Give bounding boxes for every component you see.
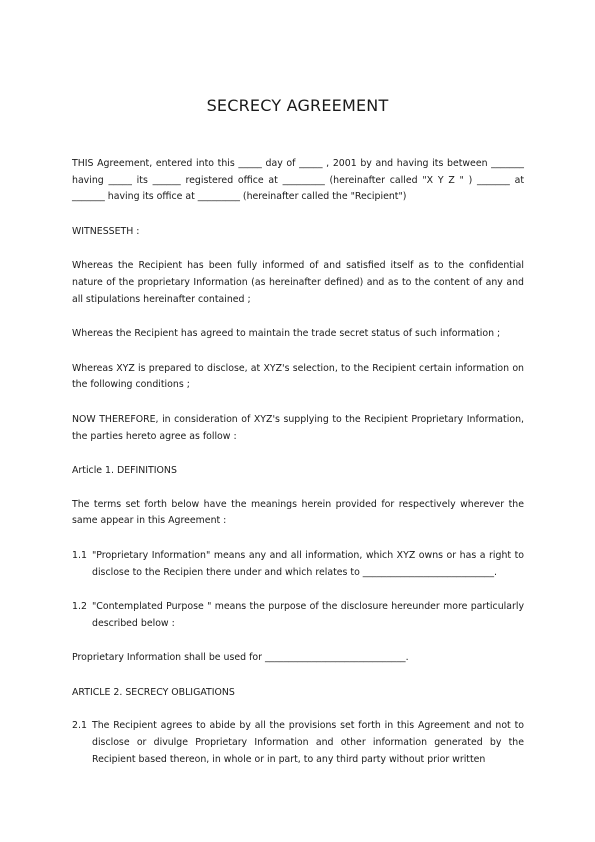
now-therefore-paragraph: NOW THEREFORE, in consideration of XYZ's supplying to the Recipient Proprietary Information, the parties hereto agree as follow : — [72, 413, 524, 442]
proprietary-use-line: Proprietary Information shall be used for ______________________________. — [72, 652, 409, 664]
intro-paragraph: THIS Agreement, entered into this _____ day of _____ , 2001 by and having its between _______ having _____ its ______ registered office at _________ (hereinafter called "X Y Z " ) _______ at _______ having its office at _________ (hereinafter called the "Recipient") — [72, 158, 524, 203]
whereas-paragraph-1: Whereas the Recipient has been fully informed of and satisfied itself as to the confidential nature of the proprietary Information (as hereinafter defined) and as to the content of any and all stipulations hereinafter contained ; — [72, 260, 524, 305]
clause-1-2 — [72, 599, 524, 632]
witnesseth-heading: WITNESSETH : — [72, 225, 140, 237]
clause-number: 1.1 — [72, 549, 87, 561]
whereas-paragraph-3: Whereas XYZ is prepared to disclose, at XYZ's selection, to the Recipient certain information on the following conditions ; — [72, 362, 524, 391]
article-2-heading: ARTICLE 2. SECRECY OBLIGATIONS — [72, 686, 235, 698]
clause-text: The Recipient agrees to abide by all the provisions set forth in this Agreement and not to disclose or divulge Proprietary Information and other information generated by the Recipient based thereon, in whole or in part, to any third party without prior written — [92, 720, 524, 765]
whereas-paragraph-2: Whereas the Recipient has agreed to maintain the trade secret status of such information ; — [72, 328, 501, 340]
clause-text: "Contemplated Purpose " means the purpose of the disclosure hereunder more particularly described below : — [92, 601, 524, 629]
document-body — [72, 156, 524, 784]
document-title: SECRECY AGREEMENT — [206, 96, 389, 115]
clause-text: "Proprietary Information" means any and all information, which XYZ owns or has a right to disclose to the Recipien there under and which relates to ____________________________. — [92, 549, 524, 578]
clause-1-1 — [72, 548, 524, 581]
article-1-heading: Article 1. DEFINITIONS — [72, 465, 177, 477]
clause-number: 1.2 — [72, 601, 87, 613]
clause-2-1 — [72, 718, 524, 768]
clause-number: 2.1 — [72, 720, 87, 732]
article-1-intro: The terms set forth below have the meanings herein provided for respectively wherever the same appear in this Agreement : — [72, 498, 524, 527]
